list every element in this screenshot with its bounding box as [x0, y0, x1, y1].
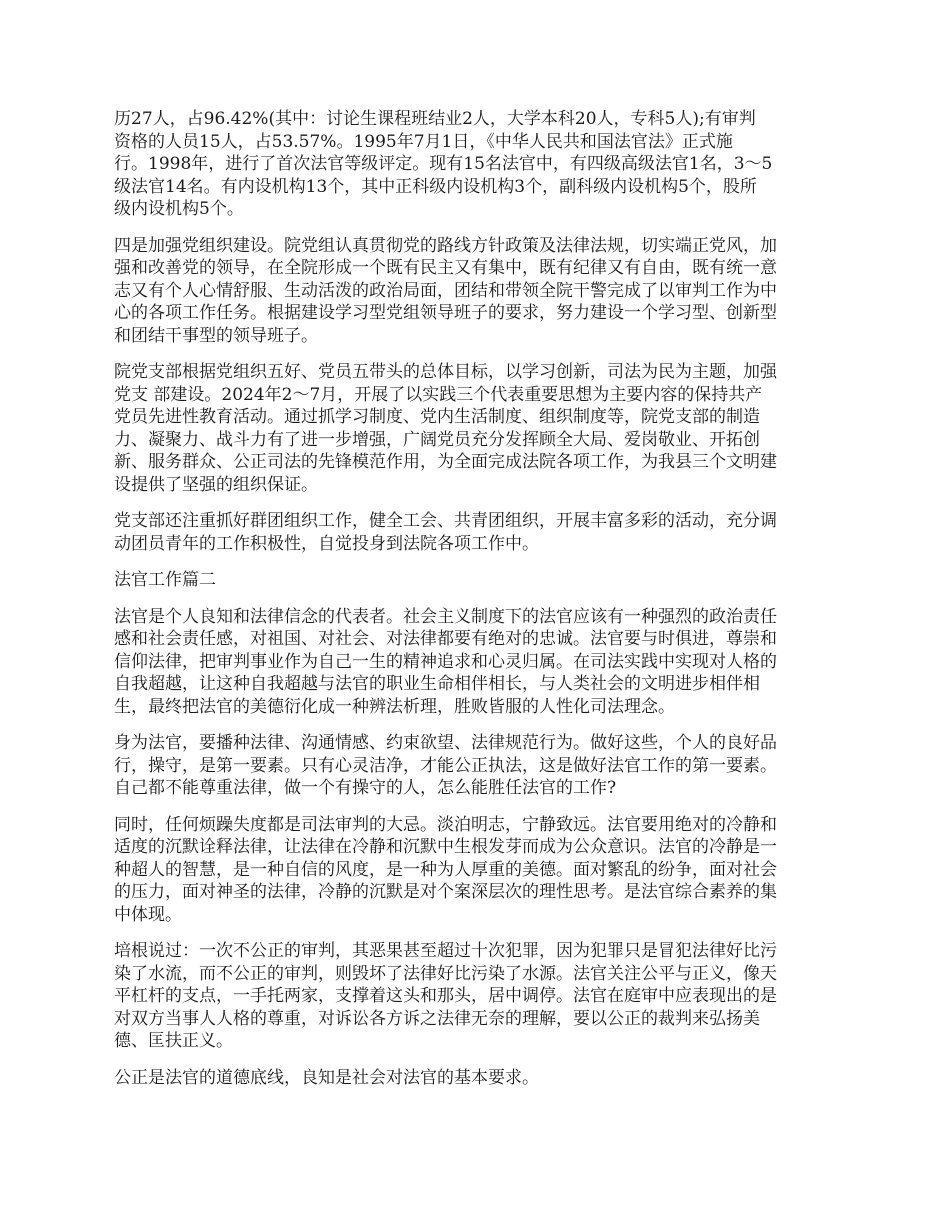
paragraph-bacon-quote: 培根说过：一次不公正的审判，其恶果甚至超过十次犯罪，因为犯罪只是冒犯法律好比污 染了水流，而不公正的审判，则毁坏了法律好比污染了水源。法官关注公平与正义，像天 平杠杆的支点，一手托两家，支撑着这头和那头，居中调停。法官在庭审中应表现出的是 对双方当事人人格的尊重，对诉讼各方诉之法律无奈的理解，要以公正的裁判来弘扬美 德、匡扶正义。: [114, 941, 777, 1051]
document-body: [114, 108, 844, 1103]
paragraph-judge-conscience: 法官是个人良知和法律信念的代表者。社会主义制度下的法官应该有一种强烈的政治责任 感和社会责任感，对祖国、对社会、对法律都要有绝对的忠诚。法官要与时俱进，尊崇和 信仰法律，把审判事业作为自己一生的精神追求和心灵归属。在司法实践中实现对人格的 自我超越，让这种自我超越与法官的职业生命相伴相长，与人类社会的文明进步相伴相 生，最终把法官的美德衍化成一种辨法析理，胜败皆服的人性化司法理念。: [114, 606, 777, 717]
paragraph-judge-calmness: 同时，任何烦躁失度都是司法审判的大忌。淡泊明志，宁静致远。法官要用绝对的冷静和 适度的沉默诠释法律，让法律在冷静和沉默中生根发芽而成为公众意识。法官的冷静是一 种超人的智慧，是一种自信的风度，是一种为人厚重的美德。面对繁乱的纷争，面对社会 的压力，面对神圣的法律，冷静的沉默是对个案深层次的理性思考。是法官综合素养的集 中体现。: [114, 814, 777, 925]
paragraph-judge-integrity: 身为法官，要播种法律、沟通情感、约束欲望、法律规范行为。做好这些，个人的良好品 行，操守，是第一要素。只有心灵洁净，才能公正执法，这是做好法官工作的第一要素。 自己都不能尊重法律，做一个有操守的人，怎么能胜任法官的工作?: [114, 733, 777, 798]
paragraph-staff-statistics: 历27人，占96.42%(其中：讨论生课程班结业2人，大学本科20人，专科5人);有审判 资格的人员15人，占53.57%。1995年7月1日，《中华人民共和国法官法》正式施 行。1998年，进行了首次法官等级评定。现有15名法官中，有四级高级法官1名，3～5 级法官14名。有内设机构13个，其中正科级内设机构3个，副科级内设机构5个，股所 级内设机构5个。: [114, 109, 773, 219]
paragraph-party-organization: 四是加强党组织建设。院党组认真贯彻党的路线方针政策及法律法规，切实端正党风，加 强和改善党的领导，在全院形成一个既有民主又有集中，既有纪律又有自由，既有统一意 志又有个人心情舒服、生动活泼的政治局面，团结和带领全院干警完成了以审判工作为中 心的各项工作任务。根据建设学习型党组领导班子的要求，努力建设一个学习型、创新型 和团结干事型的领导班子。: [114, 235, 777, 346]
section-heading: 法官工作篇二: [114, 570, 216, 590]
paragraph-party-branch: 院党支部根据党组织五好、党员五带头的总体目标，以学习创新，司法为民为主题，加强 党支 部建设。2024年2～7月，开展了以实践三个代表重要思想为主要内容的保持共产 党员先进性教育活动。通过抓学习制度、党内生活制度、组织制度等，院党支部的制造 力、凝聚力、战斗力有了进一步增强，广阔党员充分发挥顾全大局、爱岗敬业、开拓创 新、服务群众、公正司法的先锋模范作用，为全面完成法院各项工作，为我县三个文明建 设提供了坚强的组织保证。: [114, 362, 777, 495]
paragraph-mass-organizations: 党支部还注重抓好群团组织工作，健全工会、共青团组织，开展丰富多彩的活动，充分调 动团员青年的工作积极性，自觉投身到法院各项工作中。: [114, 511, 777, 554]
paragraph-justice-baseline: 公正是法官的道德底线，良知是社会对法官的基本要求。: [114, 1067, 539, 1088]
